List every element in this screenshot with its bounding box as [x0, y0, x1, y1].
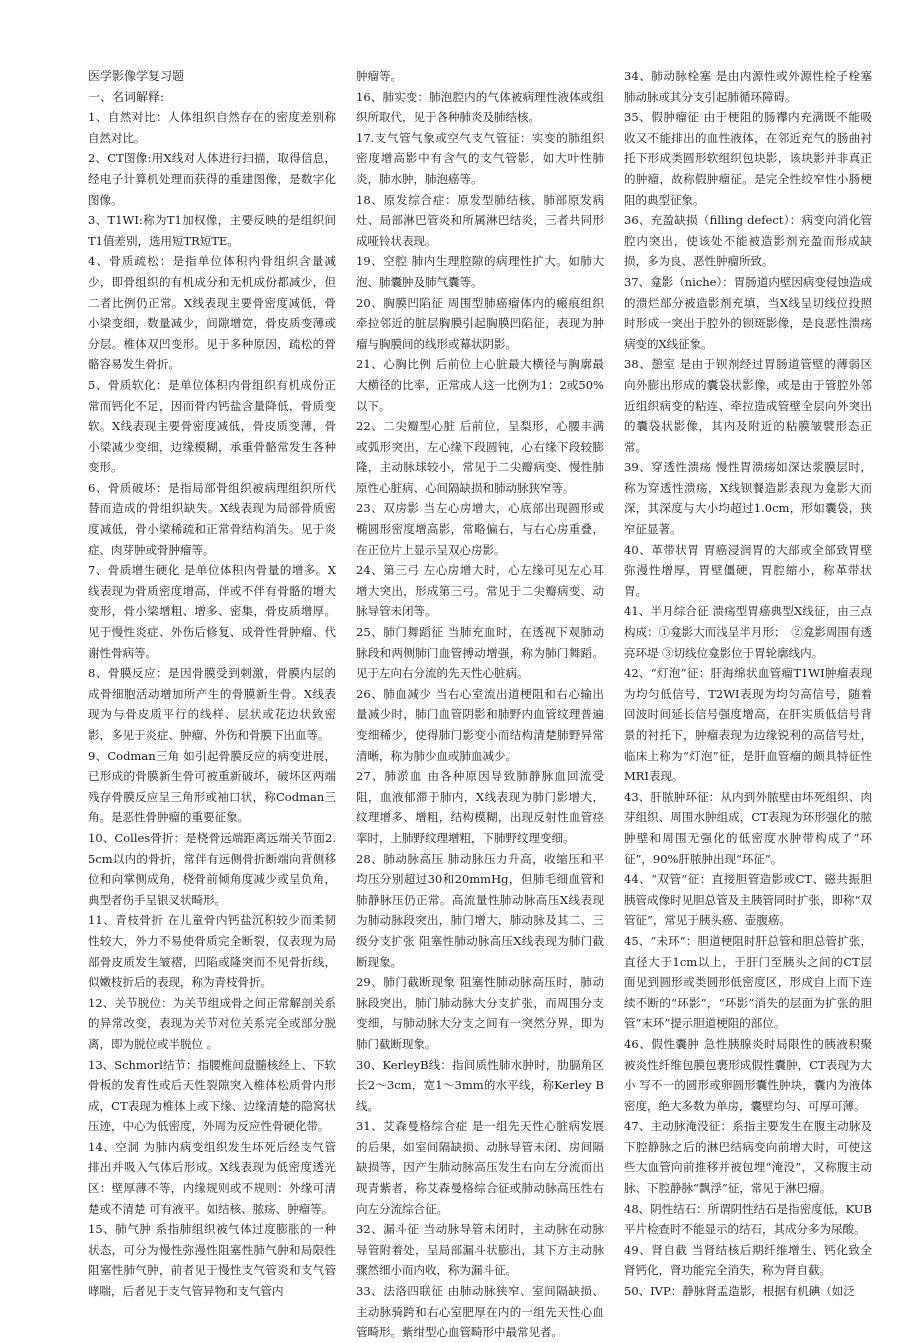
- term-paragraph: 35、假肿瘤征 由于梗阻的肠襻内充满既不能吸收又不能排出的血性液体，在邻近充气的肠曲衬托下形成类圆形软组织包块影，该块影并非真正的肿瘤，故称假肿瘤征。是完全性绞窄性小肠梗阻的典型征象。: [624, 110, 872, 207]
- term-paragraph: 40、革带状胃 胃癌浸润胃的大部或全部致胃壁弥漫性增厚，胃壁僵硬，胃腔缩小，称革带状胃。: [624, 542, 872, 598]
- term-paragraph: 17.支气管气象或空气支气管征：实变的肺组织密度增高影中有含气的支气管影，如大叶性肺炎，肺水肿，肺泡癌等。: [356, 130, 604, 186]
- document-title: 医学影像学复习题: [88, 69, 185, 83]
- text-column-1: [88, 66, 336, 1299]
- term-paragraph: 49、肾自截 当肾结核后期纤维增生、钙化致全肾钙化，肾功能完全消失，称为肾自截。: [624, 1242, 872, 1278]
- term-paragraph: 14、空洞 为肺内病变组织发生坏死后经支气管排出并吸入气体后形成。X线表现为低密度透光区：壁厚薄不等，内缘规则或不规则：外缘可清楚或不清楚 可有液平。如结核、脓疡、肿瘤等。: [88, 1139, 336, 1216]
- term-paragraph: 38、憩室 是由于钡剂经过胃肠道管壁的薄弱区向外膨出形成的囊袋状影像，或是由于管腔外邻近组织病变的粘连、牵拉造成管壁全层向外突出的囊袋状影像，其内及附近的粘膜皱襞形态正常。: [624, 357, 872, 454]
- text-column-2: [356, 66, 604, 1340]
- term-paragraph: 44、“双管”征：直接胆管造影或CT、磁共振胆胰管成像时见胆总管及主胰管同时扩张，即称“双管征”，常见于胰头癌、壶腹癌。: [624, 872, 872, 928]
- term-paragraph: 5、骨质软化：是单位体积内骨组织有机成份正常而钙化不足，因而骨内钙盐含量降低，骨质变软。X线表现主要骨密度减低，骨皮质变薄，骨小梁减少变细，边缘模糊，承重骨骼常发生各种变形。: [88, 377, 336, 475]
- term-paragraph: 12、关节脱位：为关节组成骨之间正常解剖关系的异常改变，表现为关节对位关系完全或部分脱离，即为脱位或半脱位 。: [88, 995, 336, 1051]
- term-paragraph: 24、第三弓 左心房增大时，心左缘可见左心耳增大突出，形成第三弓。常见于二尖瓣病变、动脉导管未闭等。: [356, 563, 604, 619]
- term-paragraph: 11、青枝骨折 在儿童骨内钙盐沉积较少而柔韧性较大，外力不易使骨质完全断裂，仅表现为局部骨皮质发生皱褶，凹陷或隆突而不见骨折线，似嫩枝折后的表现，称为青枝骨折。: [88, 913, 336, 990]
- term-paragraph: 36、充盈缺损（filling defect）：病变向消化管腔内突出，使该处不能被造影剂充盈而形成缺损，多为良、恶性肿瘤所致。: [624, 213, 872, 269]
- term-paragraph: 6、骨质破坏：是指局部骨组织被病理组织所代替而造成的骨组织缺失。X线表现为局部骨质密度减低，骨小梁稀疏和正常骨结构消失。见于炎症、肉芽肿或骨肿瘤等。: [88, 480, 336, 557]
- term-paragraph: 33、法洛四联征 由肺动脉狭窄、室间隔缺损、主动脉骑跨和右心室肥厚在内的一组先天性心血管畸形。紫绀型心血管畸形中最常见者。: [356, 1284, 604, 1340]
- term-paragraph: 45、“未环”：胆道梗阻时肝总管和胆总管扩张，直径大于1cm以上，于肝门至胰头之间的CT层面见到圆形或类圆形低密度区，形成自上而下连续不断的“环影”，“环影”消失的层面为扩张的胆管“末环”提示胆道梗阻的部位。: [624, 933, 872, 1031]
- term-paragraph: 41、半月综合征 溃疡型胃癌典型X线征，由三点构成：①龛影大而浅呈半月形； ②龛影周围有透亮环堤 ③切线位龛影位于胃轮廓线内。: [624, 604, 872, 660]
- term-paragraph: 42、“灯泡”征：肝海绵状血管瘤T1WI肿瘤表现为均匀低信号，T2WI表现为均匀高信号，随着回波时间延长信号强度增高，在肝实质低信号背景的衬托下，肿瘤表现为边缘锐利的高信号灶，临床上称为“灯泡”征，是肝血管瘤的颇具特征性MRI表现。: [624, 666, 872, 784]
- term-paragraph: 34、肺动脉栓塞 是由内源性或外源性栓子栓塞肺动脉或其分支引起肺循环障碍。: [624, 69, 872, 104]
- term-paragraph: 37、龛影（niche）：胃肠道内壁因病变侵蚀造成的溃烂部分被造影剂充填，当X线呈切线位投照时形成一突出于腔外的钡斑影像，是良恶性溃疡病变的X线征象。: [624, 274, 872, 351]
- term-paragraph: 10、Colles骨折：是桡骨远端距离远端关节面2.5cm以内的骨折，常伴有远侧骨折断端向背侧移位和向掌侧成角，桡骨前倾角度减少或呈负角，典型者伤手呈银叉状畸形。: [88, 830, 336, 907]
- term-paragraph: 8、骨膜反应：是因骨膜受到刺激，骨膜内层的成骨细胞活动增加所产生的骨膜新生骨。X线表现为与骨皮质平行的线样、层状或花边状致密影，多见于炎症、肿瘤、外伤和骨膜下出血等。: [88, 666, 336, 742]
- term-paragraph: 29、肺门截断现象 阻塞性肺动脉高压时，肺动脉段突出，肺门肺动脉大分支扩张，而周围分支变细，与肺动脉大分支之间有一突然分界，即为肺门截断现象。: [356, 975, 604, 1051]
- term-paragraph: 15、肺气肿 系指肺组织被气体过度膨胀的一种状态，可分为慢性弥漫性阻塞性肺气肿和局限性阻塞性肺气肿，前者见于慢性支气管炎和支气管哮喘，后者见于支气管异物和支气管内: [88, 1222, 336, 1299]
- term-paragraph: 20、胸膜凹陷征 周围型肺癌瘤体内的瘢痕组织牵拉邻近的脏层胸膜引起胸膜凹陷征，表现为肿瘤与胸膜间的线形或幕状阴影。: [356, 295, 604, 351]
- term-paragraph: 2、CT图像:用X线对人体进行扫描，取得信息，经电子计算机处理而获得的重建图像，是数字化图像。: [88, 151, 336, 207]
- term-paragraph: 9、Codman三角 如引起骨膜反应的病变进展，已形成的骨膜新生骨可被重新破坏，破坏区两端残存骨膜反应呈三角形或袖口状，称Codman三角。是恶性骨肿瘤的重要征象。: [88, 748, 336, 825]
- term-paragraph: 39、穿透性溃疡 慢性胃溃疡如深达浆膜层时，称为穿透性溃疡，X线钡餐造影表现为龛影大而深，其深度与大小均超过1.0cm，形如囊袋，狭窄征显著。: [624, 460, 872, 537]
- term-paragraph: 18、原发综合症：原发型肺结核，肺部原发病灶、局部淋巴管炎和所属淋巴结炎，三者共同形成哑铃状表现。: [356, 192, 604, 248]
- term-paragraph: 19、空腔 肺内生理腔隙的病理性扩大。如肺大泡、肺囊肿及肺气囊等。: [356, 254, 604, 289]
- term-paragraph: 22、二尖瓣型心脏 后前位，呈梨形，心腰丰满或弧形突出，左心缘下段圆钝，心右缘下段较膨隆，主动脉球较小，常见于二尖瓣病变、慢性肺原性心脏病、心间隔缺损和肺动脉狭窄等。: [356, 419, 604, 495]
- term-paragraph: 3、T1WI:称为T1加权像，主要反映的是组织间T1值差别，选用短TR短TE。: [88, 213, 336, 248]
- term-paragraph: 46、假性囊肿 急性胰腺炎时局限性的胰液积聚被炎性纤维包膜包裹形成假性囊肿，CT表现为大小 写不一的圆形或卵圆形囊性肿块，囊内为液体密度，绝大多数为单房，囊壁均匀、可厚可薄。: [624, 1036, 872, 1113]
- term-paragraph: 4、骨质疏松：是指单位体积内骨组织含量减少，即骨组织的有机成分和无机成份都减少，但二者比例仍正常。X线表现主要骨密度减低，骨小梁变细，数量减少，间隙增宽，骨皮质变薄或分层。椎体双凹变形。见于多种原因，疏松的骨骼容易发生骨折。: [88, 254, 336, 372]
- term-paragraph: 28、肺动脉高压 肺动脉压力升高，收缩压和平均压分别超过30和20mmHg，但肺毛细血管和肺静脉压仍正常。高流量性肺动脉高压X线表现为肺动脉段突出，肺门增大，肺动脉及其二、三级分支扩张 阻塞性肺动脉高压X线表现为肺门截断现象。: [356, 851, 604, 969]
- term-paragraph: 13、Schmorl结节：指腰椎间盘髓核经上、下软骨板的发育性或后天性裂隙突入椎体松质骨内形成，CT表现为椎体上或下缘、边缘清楚的隐窝状压迹，中心为低密度，外周为反应性骨硬化带。: [88, 1057, 336, 1134]
- term-paragraph: 43、肝脓肿环征：从内到外脓壁由坏死组织、肉芽组织、周围水肿组成，CT表现为环形强化的脓肿壁和周围无强化的低密度水肿带构成了“环征”，90%肝脓肿出现“环征”。: [624, 789, 872, 866]
- term-paragraph: 25、肺门舞蹈征 当肺充血时，在透视下观肺动脉段和两侧肺门血管搏动增强，称为肺门舞蹈。见于左向右分流的先天性心脏病。: [356, 625, 604, 681]
- term-paragraph: 肿瘤等。: [356, 69, 402, 83]
- term-paragraph: 32、漏斗征 当动脉导管未闭时，主动脉在动脉导管附着处，呈局部漏斗状膨出，其下方主动脉骤然细小而内收，称为漏斗征。: [356, 1222, 604, 1278]
- term-paragraph: 7、骨质增生硬化 是单位体积内骨量的增多。X线表现为骨质密度增高，伴或不伴有骨骼的增大变形，骨小梁增粗、增多、密集，骨皮质增厚。见于慢性炎症、外伤后修复、成骨性骨肿瘤、代谢性骨病等。: [88, 563, 336, 660]
- section-heading: 一、名词解释:: [88, 89, 165, 104]
- term-paragraph: 30、KerleyB线：指间质性肺水肿时，肋膈角区长2～3cm，宽1～3mm的水平线，称Kerley B线。: [356, 1057, 604, 1113]
- term-paragraph: 48、阴性结石：所谓阴性结石是指密度低，KUB平片检查时不能显示的结石，其成分多为尿酸。: [624, 1201, 872, 1237]
- term-paragraph: 1、自然对比：人体组织自然存在的密度差别称自然对比。: [88, 110, 336, 145]
- term-paragraph: 21、心胸比例 后前位上心脏最大横径与胸廓最大横径的比率，正常成人这一比例为1：2或50%以下。: [356, 357, 604, 413]
- term-paragraph: 47、主动脉淹没征：系指主要发生在腹主动脉及下腔静脉之后的淋巴结病变向前增大时，可使这些大血管向前推移并被包埋“淹没”，又称腹主动脉、下腔静脉“飘浮”征，常见于淋巴瘤。: [624, 1119, 872, 1196]
- term-paragraph: 31、艾森曼格综合症 是一组先天性心脏病发展的后果，如室间隔缺损、动脉导管未闭、房间隔缺损等，因产生肺动脉高压发生右向左分流而出现青紫者，称艾森曼格综合征或肺动脉高压性右向左分流综合征。: [356, 1119, 604, 1216]
- term-paragraph: 16、肺实变：肺泡腔内的气体被病理性液体或组织所取代，见于各种肺炎及肺结核。: [356, 89, 604, 125]
- term-paragraph: 50、IVP：静脉肾盂造影，根据有机碘（如泛: [624, 1284, 855, 1299]
- term-paragraph: 27、肺淤血 由各种原因导致肺静脉血回流受阻，血液郁滞于肺内，X线表现为肺门影增大，纹理增多、增粗，结构模糊，出现反射性血管痉挛时，上肺野纹理增粗，下肺野纹理变细。: [356, 769, 604, 845]
- text-column-3: [624, 66, 872, 1299]
- term-paragraph: 23、双房影 当左心房增大，心底部出现圆形或椭圆形密度增高影，常略偏右，与右心房重叠，在正位片上显示呈双心房影。: [356, 501, 604, 557]
- term-paragraph: 26、肺血减少 当右心室流出道梗阻和右心输出量减少时，肺门血管阴影和肺野内血管纹理普遍变细稀少，使得肺门影变小而结构清楚肺野异常清晰，称为肺少血或肺血减少。: [356, 686, 604, 763]
